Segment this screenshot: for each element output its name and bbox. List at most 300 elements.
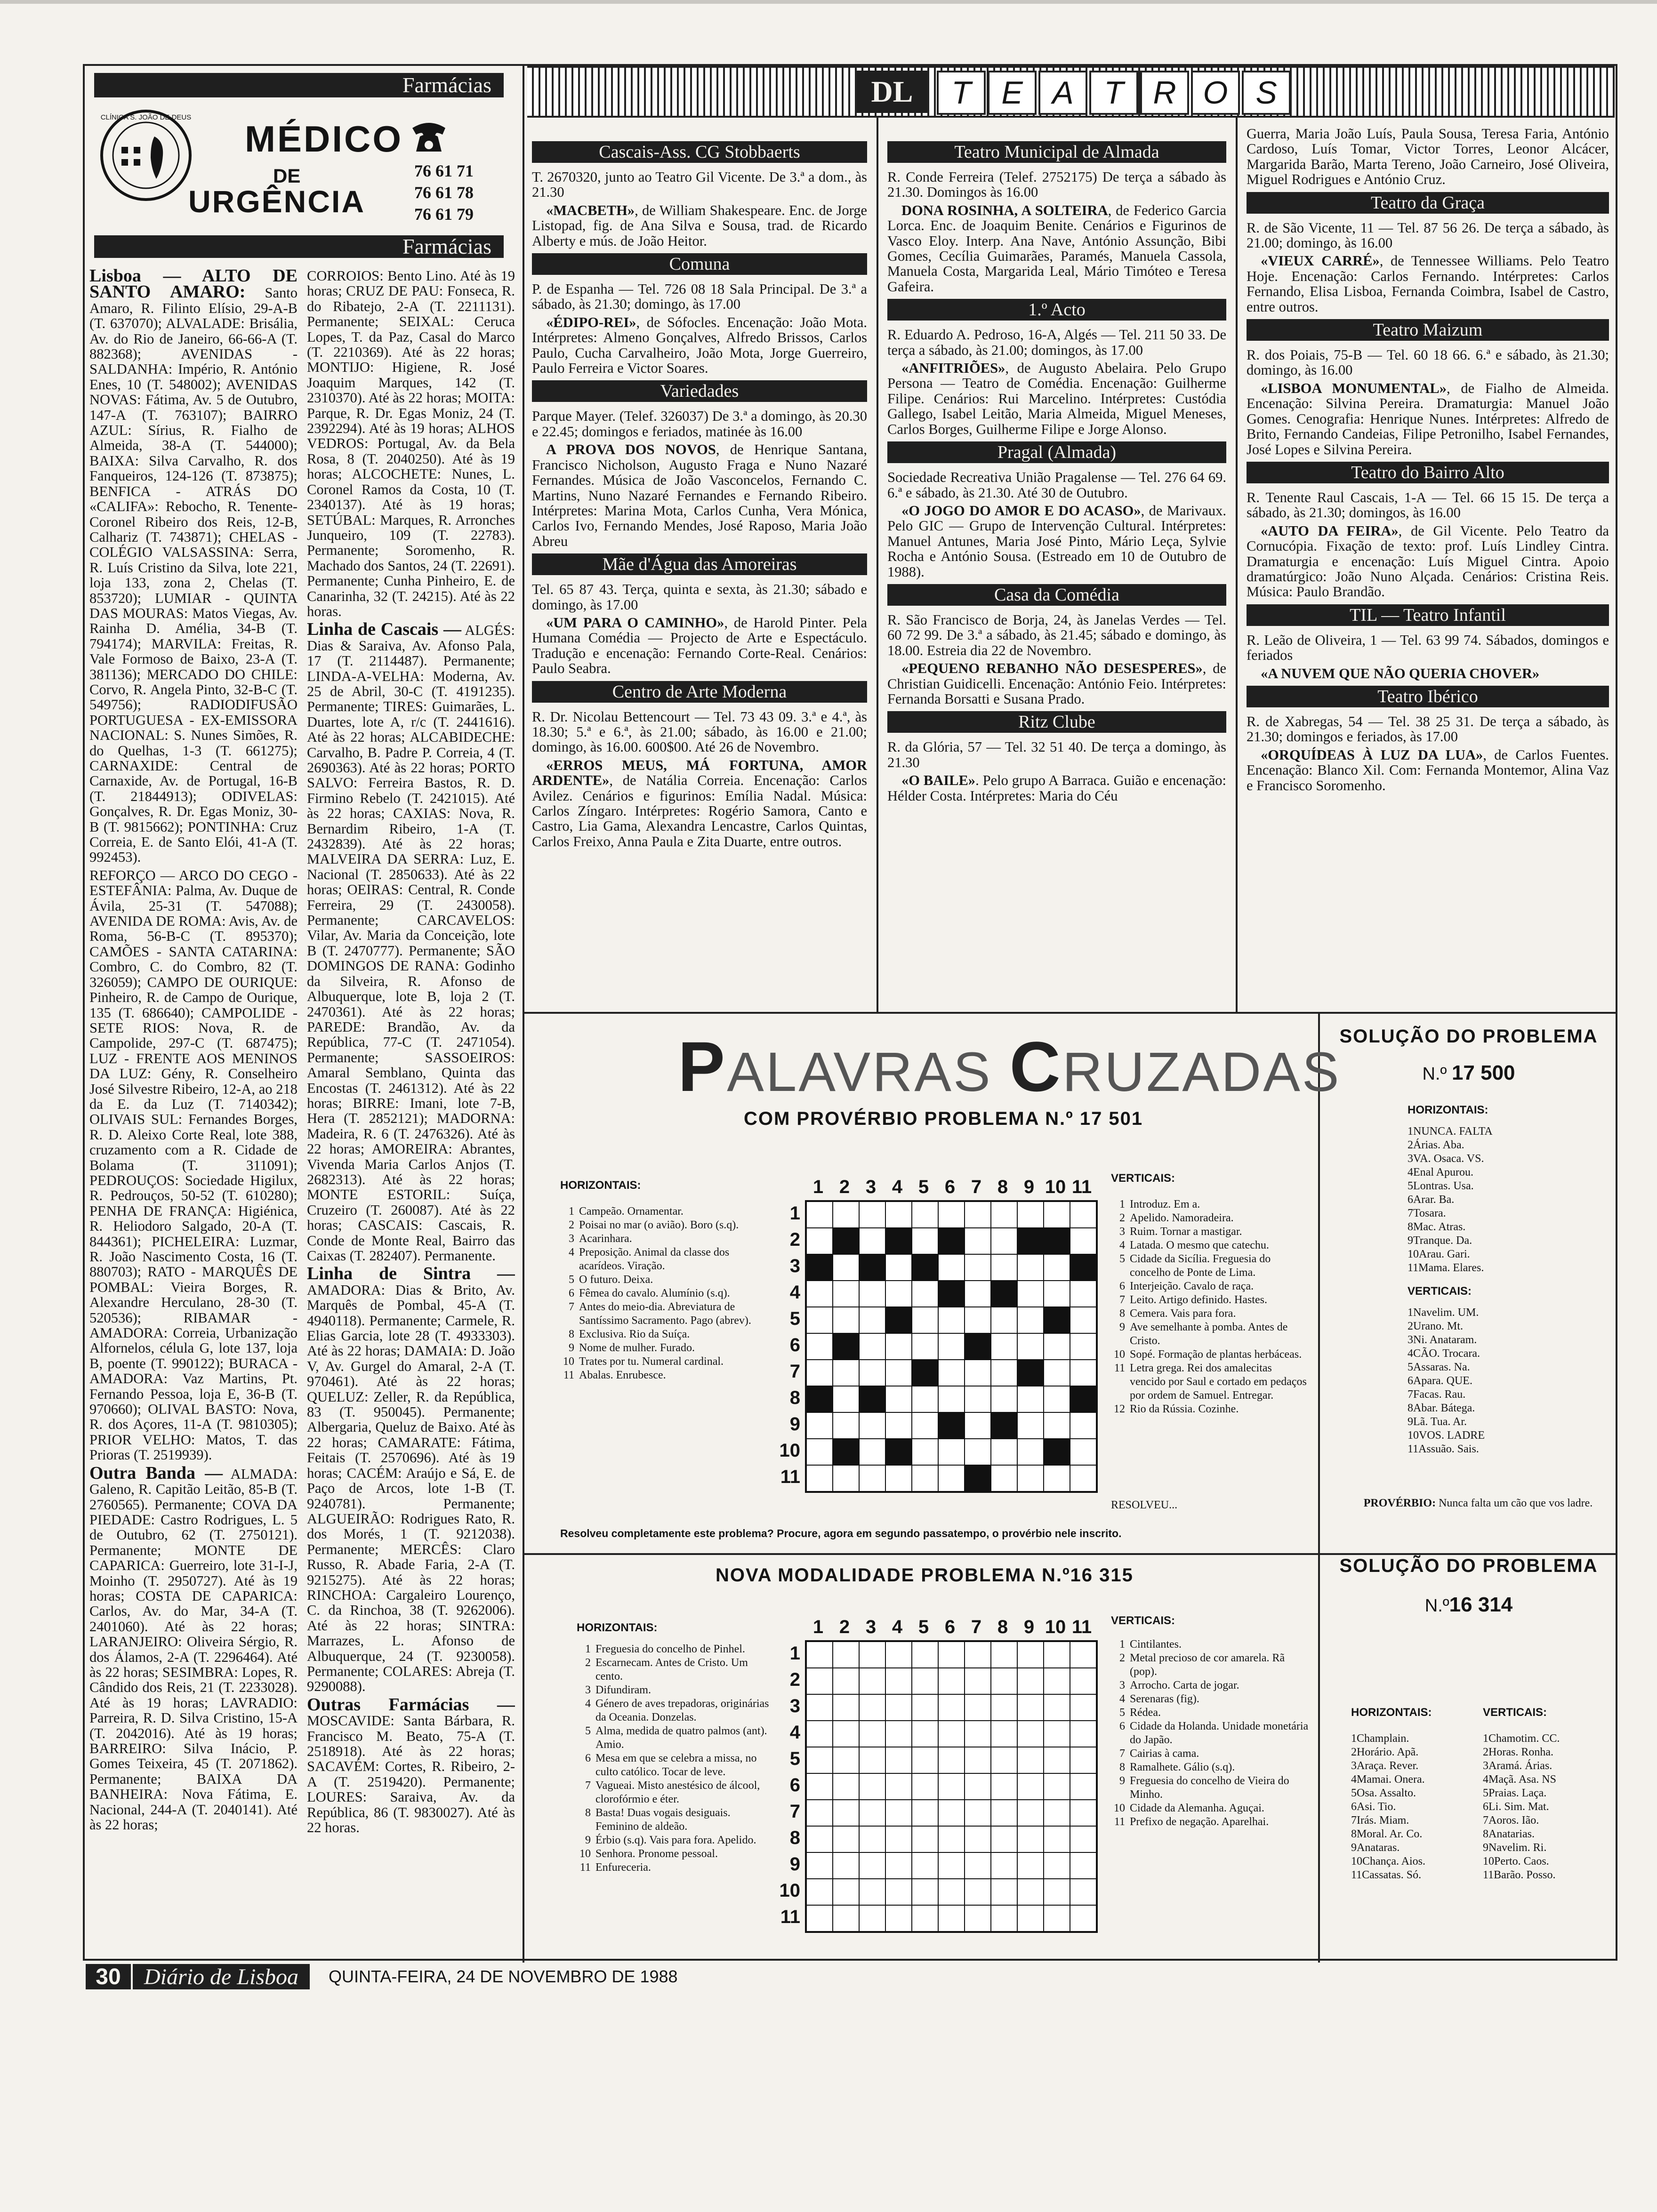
- white-cell: [912, 1721, 938, 1747]
- clue-item: [1351, 1746, 1473, 1759]
- white-cell: [1017, 1852, 1044, 1879]
- black-cell: [1070, 1254, 1096, 1281]
- white-cell: [912, 1202, 938, 1228]
- clue-number: 2: [585, 1657, 591, 1669]
- title-initial-p: P: [678, 1027, 727, 1106]
- white-cell: [833, 1360, 859, 1386]
- problem-1-vert-label: VERTICAIS:: [1111, 1172, 1175, 1185]
- theatre-heading: Cascais-Ass. CG Stobbaerts: [532, 141, 867, 163]
- clue-number: 9: [1408, 1416, 1413, 1428]
- clue-number: 5: [1408, 1361, 1413, 1373]
- white-cell: [965, 1439, 991, 1465]
- clue-item: [1408, 1234, 1605, 1248]
- clue-number: 2: [1119, 1652, 1125, 1664]
- theatre-show: [887, 361, 1226, 437]
- clue-number: 9: [585, 1834, 591, 1846]
- clue-text: Cidade da Alemanha. Aguçai.: [1130, 1802, 1264, 1814]
- theatre-show: [887, 661, 1226, 706]
- white-cell: [1044, 1281, 1070, 1307]
- clue-text: Ave semelhante à pomba. Antes de Cristo.: [1130, 1321, 1288, 1347]
- theatre-heading: TIL — Teatro Infantil: [1247, 604, 1609, 626]
- white-cell: [1017, 1333, 1044, 1360]
- black-cell: [859, 1254, 885, 1281]
- clue-number: 2: [1483, 1746, 1488, 1758]
- clue-text: Poisai no mar (o avião). Boro (s.q).: [579, 1219, 739, 1231]
- white-cell: [938, 1333, 965, 1360]
- white-cell: [859, 1668, 885, 1694]
- clue-item: [1351, 1787, 1473, 1800]
- white-cell: [991, 1852, 1017, 1879]
- column-number: 9: [1023, 1617, 1035, 1637]
- clue-text: Asi. Tio.: [1357, 1801, 1396, 1813]
- clue-text: VOS. LADRE: [1419, 1429, 1485, 1442]
- solution-1-vert-label: VERTICAIS:: [1408, 1285, 1472, 1298]
- column-number: 11: [1071, 1617, 1092, 1637]
- masthead: Diário de Lisboa: [133, 1964, 310, 1989]
- clue-item: [1483, 1746, 1610, 1759]
- clue-number: 1: [1483, 1732, 1488, 1745]
- clue-number: 8: [1119, 1307, 1125, 1320]
- white-cell: [938, 1202, 965, 1228]
- white-cell: [859, 1360, 885, 1386]
- show-details: , de Henrique Santana, Francisco Nicholson, Augusto Fraga e Nuno Nazaré Fernandes. Música de João Vasconcelos, Fernando C. Martins, Nuno Nazaré Fernandes e Fernando Ribeiro. Intérpretes: Marina Mota, Carlos Cunha, Vera Mónica, Carlos Ivo, Fernando Mendes, José Raposo, Maria João Abreu: [532, 441, 867, 549]
- white-cell: [938, 1307, 965, 1333]
- white-cell: [1044, 1905, 1070, 1931]
- column-number: 1: [812, 1177, 824, 1197]
- white-cell: [885, 1642, 912, 1668]
- problem-1-horiz-label: HORIZONTAIS:: [560, 1179, 641, 1192]
- clue-text: Érbio (s.q). Vais para fora. Apelido.: [595, 1834, 756, 1846]
- clue-text: Ramalhete. Gálio (s.q).: [1130, 1761, 1235, 1773]
- white-cell: [1044, 1826, 1070, 1852]
- theatre-info: R. de São Vicente, 11 — Tel. 87 56 26. De terça a sábado, às 21.00; domingo, às 16.00: [1247, 219, 1609, 251]
- phone-number: 76 61 78: [414, 183, 474, 202]
- theatre-info: R. Leão de Oliveira, 1 — Tel. 63 99 74. Sábados, domingos e feriados: [1247, 632, 1609, 664]
- white-cell: [885, 1254, 912, 1281]
- clue-text: Fêmea do cavalo. Alumínio (s.q).: [579, 1287, 730, 1299]
- solution-1-horiz-label: HORIZONTAIS:: [1408, 1104, 1488, 1116]
- theatre-show: [1247, 381, 1609, 457]
- clue-number: 10: [563, 1355, 574, 1368]
- white-cell: [1017, 1386, 1044, 1412]
- white-cell: [1044, 1386, 1070, 1412]
- white-cell: [1070, 1307, 1096, 1333]
- clue-number: 5: [585, 1725, 591, 1737]
- white-cell: [806, 1360, 833, 1386]
- clue-item: [577, 1656, 774, 1683]
- row-number: 7: [789, 1361, 800, 1382]
- white-cell: [859, 1905, 885, 1931]
- clue-number: 10: [1408, 1248, 1419, 1260]
- white-cell: [806, 1465, 833, 1491]
- white-cell: [965, 1668, 991, 1694]
- clue-number: 7: [1408, 1388, 1413, 1401]
- clue-item: [1408, 1220, 1605, 1234]
- clue-item: [1408, 1179, 1605, 1193]
- clue-text: Chança. Aios.: [1362, 1855, 1425, 1867]
- clue-item: [577, 1861, 774, 1875]
- show-details: , de Marivaux. Pelo GIC — Grupo de Intervenção Cultural. Intérpretes: Manuel Antunes, Maria José Pinto, Mário Leça, Sylvie Rocha e António Sousa. (Estreado em 10 de Outubro de 1988).: [887, 502, 1226, 580]
- solution-1-vert-list: [1408, 1306, 1605, 1456]
- white-cell: [833, 1852, 859, 1879]
- white-cell: [806, 1879, 833, 1905]
- row-number: 11: [780, 1907, 800, 1927]
- column-number: 9: [1023, 1177, 1035, 1197]
- white-cell: [938, 1800, 965, 1826]
- white-cell: [912, 1694, 938, 1721]
- clue-text: Aramá. Árias.: [1488, 1760, 1552, 1772]
- black-cell: [991, 1281, 1017, 1307]
- title-initial-c: C: [1009, 1027, 1062, 1106]
- white-cell: [912, 1412, 938, 1439]
- theatre-heading: Centro de Arte Moderna: [532, 681, 867, 703]
- white-cell: [806, 1307, 833, 1333]
- show-title: «ERROS MEUS, MÁ FORTUNA, AMOR ARDENTE»: [532, 757, 867, 789]
- farmacia-paragraph: [307, 619, 515, 1264]
- phone-number: 76 61 71: [414, 161, 474, 180]
- clue-number: 5: [1408, 1180, 1413, 1192]
- clue-text: Horas. Ronha.: [1488, 1746, 1553, 1758]
- clue-item: [1111, 1293, 1309, 1307]
- column-number: 5: [918, 1617, 929, 1637]
- clue-text: Cairias à cama.: [1130, 1747, 1199, 1760]
- black-cell: [806, 1254, 833, 1281]
- white-cell: [859, 1439, 885, 1465]
- show-details: , de Sófocles. Encenação: João Mota. Intérpretes: Almeno Gonçalves, Alfredo Brissos, Carlos Paulo, Cucha Carvalheiro, João Mota, Jorge Guerreiro, Paulo Ferreira e Victor Soares.: [532, 314, 867, 377]
- white-cell: [1017, 1773, 1044, 1800]
- white-cell: [859, 1465, 885, 1491]
- clue-text: VA. Osaca. VS.: [1413, 1153, 1484, 1165]
- clue-text: Cemera. Vais para fora.: [1130, 1307, 1236, 1320]
- clue-text: Escarnecam. Antes de Cristo. Um cento.: [595, 1657, 748, 1683]
- clue-item: [577, 1724, 774, 1752]
- theatre-heading: Variedades: [532, 380, 867, 402]
- white-cell: [1044, 1879, 1070, 1905]
- clue-number: 2: [1408, 1139, 1413, 1151]
- clue-item: [1111, 1403, 1309, 1416]
- column-number: 6: [944, 1617, 956, 1637]
- farmacia-text: REFORÇO — ARCO DO CEGO - ESTEFÂNIA: Palma, Av. Duque de Ávila, 25-31 (T. 547088); AVENIDA DE ROMA: Avis, Av. de Roma, 56-B-C (T. 895370); CAMÕES - SANTA CATARINA: Combro, C. do Combro, 82 (T. 326059); CAMPO DE OURIQUE: Pinheiro, R. de Campo de Ourique, 135 (T. 686640); CAMPOLIDE - SETE RIOS: Nova, R. de Campolide, 297-C (T. 687475); LUZ - FRENTE AOS MENINOS DA LUZ: Gény, R. Conselheiro José Silvestre Ribeiro, 12-A, ao 218 da E. da Luz (T. 7140342); OLIVAIS SUL: Fernandes Borges, R. D. Aleixo Corte Real, lote 388, cruzamento com a R. Cidade de Bolama (T. 311091); PEDROUÇOS: Sociedade Higilux, R. Pedrouços, 50-52 (T. 610280); PENHA DE FRANÇA: Higiénica, R. Heliodoro Salgado, 20-A (T. 844361); PICHELEIRA: Luzmar, R. João Nascimento Costa, 16 (T. 880703); RATO - MARQUÊS DE POMBAL: Vieira Borges, R. Alexandre Herculano, 28-30 (T. 520536); RIBAMAR - AMADORA: Correia, Urbanização Alfornelos, célula G, lote 137, loja B, poente (T. 990122); BURACA - AMADORA: Vaz Martins, Pt. Fernando Pessoa, loja E, 36-B (T. 970660); OLIVAL BASTO: Nova, R. dos Açores, 11-A (T. 9810305); PRIOR VELHO: Matos, T. das Prioras (T. 2519939).: [89, 867, 298, 1463]
- white-cell: [833, 1642, 859, 1668]
- clue-item: [560, 1300, 767, 1328]
- white-cell: [859, 1852, 885, 1879]
- clue-number: 6: [1119, 1280, 1125, 1292]
- clue-number: 1: [1351, 1732, 1357, 1745]
- clue-number: 3: [1119, 1226, 1125, 1238]
- black-cell: [1044, 1439, 1070, 1465]
- farmacias-heading: Farmácias: [94, 73, 504, 97]
- medico-urgencia: URGÊNCIA: [188, 184, 366, 219]
- clue-text: Freguesia do concelho de Vieira do Minho.: [1130, 1775, 1289, 1801]
- clue-text: Leito. Artigo definido. Hastes.: [1130, 1294, 1267, 1306]
- farmacia-paragraph: [307, 268, 515, 619]
- clue-item: [1408, 1333, 1605, 1347]
- clue-item: [1111, 1747, 1309, 1761]
- title-part-2: RUZADAS: [1062, 1041, 1341, 1103]
- clue-text: NUNCA. FALTA: [1413, 1125, 1493, 1138]
- white-cell: [833, 1202, 859, 1228]
- banner-letter: T: [1089, 71, 1138, 115]
- problem-2-vert-list: [1111, 1638, 1309, 1829]
- clue-text: Cassatas. Só.: [1362, 1869, 1422, 1881]
- clue-number: 2: [1119, 1212, 1125, 1224]
- white-cell: [833, 1307, 859, 1333]
- clue-item: [1408, 1415, 1605, 1429]
- theatre-heading: Casa da Comédia: [887, 584, 1226, 606]
- theatre-info: R. Tenente Raul Cascais, 1-A — Tel. 66 15 15. De terça a sábado, às 21.30; domingos, às 16.00: [1247, 489, 1609, 521]
- black-cell: [912, 1360, 938, 1386]
- white-cell: [806, 1228, 833, 1254]
- solution-rule: [1318, 1012, 1320, 1963]
- clue-item: [1351, 1773, 1473, 1787]
- column-number: 10: [1045, 1617, 1066, 1637]
- farmacia-paragraph: [307, 1694, 515, 1836]
- white-cell: [806, 1281, 833, 1307]
- column-number: 6: [944, 1177, 956, 1197]
- clue-item: [560, 1328, 767, 1341]
- clue-item: [1408, 1207, 1605, 1220]
- white-cell: [938, 1386, 965, 1412]
- clue-number: 1: [585, 1643, 591, 1655]
- banner-letter: A: [1038, 71, 1087, 115]
- clue-number: 9: [1351, 1842, 1357, 1854]
- black-cell: [833, 1333, 859, 1360]
- white-cell: [965, 1281, 991, 1307]
- white-cell: [806, 1694, 833, 1721]
- white-cell: [1044, 1773, 1070, 1800]
- show-details: , de Christian Guidicelli. Encenação: António Feio. Intérpretes: Fernanda Borsatti e Susana Prado.: [887, 660, 1226, 707]
- white-cell: [991, 1694, 1017, 1721]
- row-number: 8: [789, 1387, 800, 1408]
- column-number: 2: [839, 1617, 850, 1637]
- clue-number: 9: [1119, 1321, 1125, 1333]
- clue-text: Trates por tu. Numeral cardinal.: [579, 1355, 724, 1368]
- black-cell: [912, 1254, 938, 1281]
- column-number: 8: [997, 1177, 1008, 1197]
- clue-item: [577, 1752, 774, 1779]
- white-cell: [1044, 1412, 1070, 1439]
- solution-1-title: SOLUÇÃO DO PROBLEMA: [1339, 1026, 1598, 1047]
- black-cell: [991, 1412, 1017, 1439]
- clue-text: Cintilantes.: [1130, 1638, 1182, 1651]
- clue-number: 4: [1408, 1347, 1413, 1360]
- white-cell: [833, 1826, 859, 1852]
- theatre-show: [1247, 523, 1609, 600]
- problem-1-title: COM PROVÉRBIO PROBLEMA N.º 17 501: [744, 1108, 1143, 1129]
- row-number: 4: [789, 1282, 800, 1303]
- problem-2-horiz-label: HORIZONTAIS:: [577, 1621, 658, 1634]
- clue-item: [1351, 1868, 1473, 1882]
- show-details: , de Augusto Abelaira. Pelo Grupo Persona — Teatro de Comédia. Encenação: Guilherme Filipe. Cenários: Rui Marcelino. Intérpretes: Custódia Gallego, Isabel Leitão, Maria Almeida, Miguel Meneses, Carlos Borges, Guilherme Filipe e Jorge Alonso.: [887, 360, 1226, 437]
- row-number: 7: [789, 1801, 800, 1822]
- white-cell: [912, 1386, 938, 1412]
- white-cell: [991, 1360, 1017, 1386]
- clue-text: Assaras. Na.: [1413, 1361, 1470, 1373]
- solution-2-vert-list: [1483, 1732, 1610, 1882]
- black-cell: [833, 1439, 859, 1465]
- clue-text: Latada. O mesmo que catechu.: [1130, 1239, 1269, 1251]
- clue-text: Tranque. Da.: [1413, 1234, 1472, 1247]
- clue-text: Li. Sim. Mat.: [1488, 1801, 1549, 1813]
- clue-item: [560, 1246, 767, 1273]
- white-cell: [991, 1773, 1017, 1800]
- white-cell: [859, 1202, 885, 1228]
- row-number: 8: [789, 1827, 800, 1848]
- show-details: , de William Shakespeare. Enc. de Jorge Listopad, fig. de Ana Silva e Sousa, trad. de Ricardo Alberty e mús. de João Heitor.: [532, 202, 867, 249]
- theatre-info: Guerra, Maria João Luís, Paula Sousa, Teresa Faria, António Cardoso, Luís Tomar, Victor Torres, Leonor Alcácer, Margarida Barão, Marta Tereno, João Carneiro, José Oliveira, Miguel Rodrigues e António Cruz.: [1247, 126, 1609, 188]
- clue-item: [1483, 1827, 1610, 1841]
- white-cell: [1017, 1800, 1044, 1826]
- problem-2-title: NOVA MODALIDADE PROBLEMA N.º16 315: [716, 1565, 1134, 1586]
- column-number: 3: [865, 1177, 877, 1197]
- white-cell: [1044, 1668, 1070, 1694]
- white-cell: [991, 1826, 1017, 1852]
- farmacia-paragraph: [89, 868, 298, 1463]
- clue-text: Chamotim. CC.: [1488, 1732, 1560, 1745]
- column-number: 2: [839, 1177, 850, 1197]
- white-cell: [912, 1905, 938, 1931]
- clue-item: [1483, 1759, 1610, 1773]
- palavras-cruzadas-title: [678, 1026, 1341, 1107]
- white-cell: [912, 1465, 938, 1491]
- show-title: «A NUVEM QUE NÃO QUERIA CHOVER»: [1261, 665, 1540, 681]
- white-cell: [965, 1721, 991, 1747]
- show-title: «AUTO DA FEIRA»: [1261, 522, 1399, 539]
- clue-item: [1408, 1306, 1605, 1320]
- black-cell: [859, 1386, 885, 1412]
- clue-text: Antes do meio-dia. Abreviatura de Santíssimo Sacramento. Pago (abrev).: [579, 1301, 751, 1327]
- clue-number: 5: [1119, 1253, 1125, 1265]
- white-cell: [912, 1642, 938, 1668]
- show-title: «ORQUÍDEAS À LUZ DA LUA»: [1261, 746, 1483, 763]
- black-cell: [965, 1333, 991, 1360]
- theatre-show: [532, 315, 867, 376]
- clue-item: [1111, 1706, 1309, 1720]
- clue-number: 2: [569, 1219, 574, 1231]
- white-cell: [912, 1879, 938, 1905]
- white-cell: [991, 1747, 1017, 1773]
- white-cell: [991, 1254, 1017, 1281]
- white-cell: [859, 1307, 885, 1333]
- row-number: 9: [789, 1414, 800, 1435]
- white-cell: [885, 1879, 912, 1905]
- clue-text: Mac. Atras.: [1413, 1221, 1466, 1233]
- clue-number: 10: [579, 1848, 591, 1860]
- white-cell: [885, 1826, 912, 1852]
- clue-item: [1111, 1307, 1309, 1321]
- white-cell: [938, 1852, 965, 1879]
- white-cell: [1017, 1905, 1044, 1931]
- column-number: 11: [1071, 1177, 1092, 1197]
- clue-item: [1111, 1679, 1309, 1692]
- white-cell: [965, 1228, 991, 1254]
- white-cell: [965, 1747, 991, 1773]
- row-number: 5: [789, 1308, 800, 1329]
- white-cell: [912, 1852, 938, 1879]
- white-cell: [806, 1773, 833, 1800]
- clue-number: 10: [1114, 1802, 1125, 1814]
- clue-number: 8: [569, 1328, 574, 1340]
- theatre-info: R. Dr. Nicolau Bettencourt — Tel. 73 43 09. 3.ª e 4.ª, às 18.30; 5.ª e 6.ª, às 21.00; sábado, às 16.00 e 21.00; domingo, às 16.00. 600$00. Até 26 de Novembro.: [532, 708, 867, 755]
- clue-text: Osa. Assalto.: [1357, 1787, 1416, 1799]
- clue-number: 5: [569, 1274, 574, 1286]
- top-edge: [0, 0, 1657, 4]
- white-cell: [833, 1905, 859, 1931]
- clue-number: 11: [1408, 1262, 1419, 1274]
- clue-text: Horário. Apã.: [1357, 1746, 1419, 1758]
- show-title: «UM PARA O CAMINHO»: [546, 614, 724, 631]
- clue-number: 11: [1483, 1869, 1494, 1881]
- solution-1-number-value: 17 500: [1451, 1061, 1515, 1084]
- theatre-show: [1247, 747, 1609, 793]
- black-cell: [965, 1465, 991, 1491]
- white-cell: [1017, 1281, 1044, 1307]
- clue-text: Basta! Duas vogais desiguais. Feminino de aldeão.: [595, 1807, 731, 1833]
- clue-number: 11: [1114, 1362, 1125, 1374]
- clue-text: Introduz. Em a.: [1130, 1198, 1200, 1210]
- white-cell: [885, 1905, 912, 1931]
- theatre-heading: Teatro Maizum: [1247, 319, 1609, 341]
- white-cell: [912, 1800, 938, 1826]
- clinica-logo: [99, 108, 193, 202]
- teatros-column-c: [1247, 126, 1609, 1009]
- clue-item: [1111, 1362, 1309, 1403]
- white-cell: [885, 1386, 912, 1412]
- show-details: , de Federico Garcia Lorca. Enc. de Joaquim Benite. Cenários e Figurinos de Vasco Eloy. Interp. Ana Nave, António Assunção, Bibi Gomes, Cecília Guimarães, Paramés, Manuela Cassola, Manuela Costa, Margarida Leal, Mário Timóteo e Teresa Gafeira.: [887, 202, 1226, 295]
- black-cell: [938, 1281, 965, 1307]
- white-cell: [1044, 1202, 1070, 1228]
- white-cell: [912, 1826, 938, 1852]
- white-cell: [991, 1879, 1017, 1905]
- black-cell: [1017, 1360, 1044, 1386]
- white-cell: [1070, 1465, 1096, 1491]
- clue-text: Freguesia do concelho de Pinhel.: [595, 1643, 745, 1655]
- white-cell: [991, 1386, 1017, 1412]
- clue-text: Maçã. Asa. NS: [1488, 1773, 1556, 1786]
- theatre-info: R. dos Poiais, 75-B — Tel. 60 18 66. 6.ª e sábado, às 21.30; domingo, às 16.00: [1247, 347, 1609, 378]
- clue-item: [1408, 1361, 1605, 1374]
- white-cell: [806, 1747, 833, 1773]
- clue-text: Rio da Rússia. Cozinhe.: [1130, 1403, 1239, 1415]
- clue-text: Assuão. Sais.: [1418, 1443, 1479, 1455]
- white-cell: [1070, 1747, 1096, 1773]
- white-cell: [965, 1642, 991, 1668]
- white-cell: [1044, 1800, 1070, 1826]
- clue-number: 10: [1114, 1348, 1125, 1361]
- clue-item: [1351, 1827, 1473, 1841]
- white-cell: [991, 1465, 1017, 1491]
- black-cell: [1044, 1307, 1070, 1333]
- white-cell: [1070, 1360, 1096, 1386]
- solution-1-proverbio: [1356, 1497, 1601, 1510]
- clue-item: [577, 1847, 774, 1861]
- clue-item: [560, 1273, 767, 1287]
- farmacias-heading-2: Farmácias: [94, 235, 504, 258]
- grid-row-numbers: [772, 1640, 800, 1930]
- show-title: «O BAILE»: [901, 772, 976, 789]
- white-cell: [965, 1694, 991, 1721]
- clue-text: O futuro. Deixa.: [579, 1274, 653, 1286]
- farmacia-paragraph: [89, 1463, 298, 1833]
- white-cell: [965, 1254, 991, 1281]
- white-cell: [938, 1668, 965, 1694]
- white-cell: [912, 1307, 938, 1333]
- white-cell: [912, 1668, 938, 1694]
- column-number: 1: [812, 1617, 824, 1637]
- white-cell: [965, 1307, 991, 1333]
- clue-number: 3: [1408, 1153, 1413, 1165]
- white-cell: [991, 1905, 1017, 1931]
